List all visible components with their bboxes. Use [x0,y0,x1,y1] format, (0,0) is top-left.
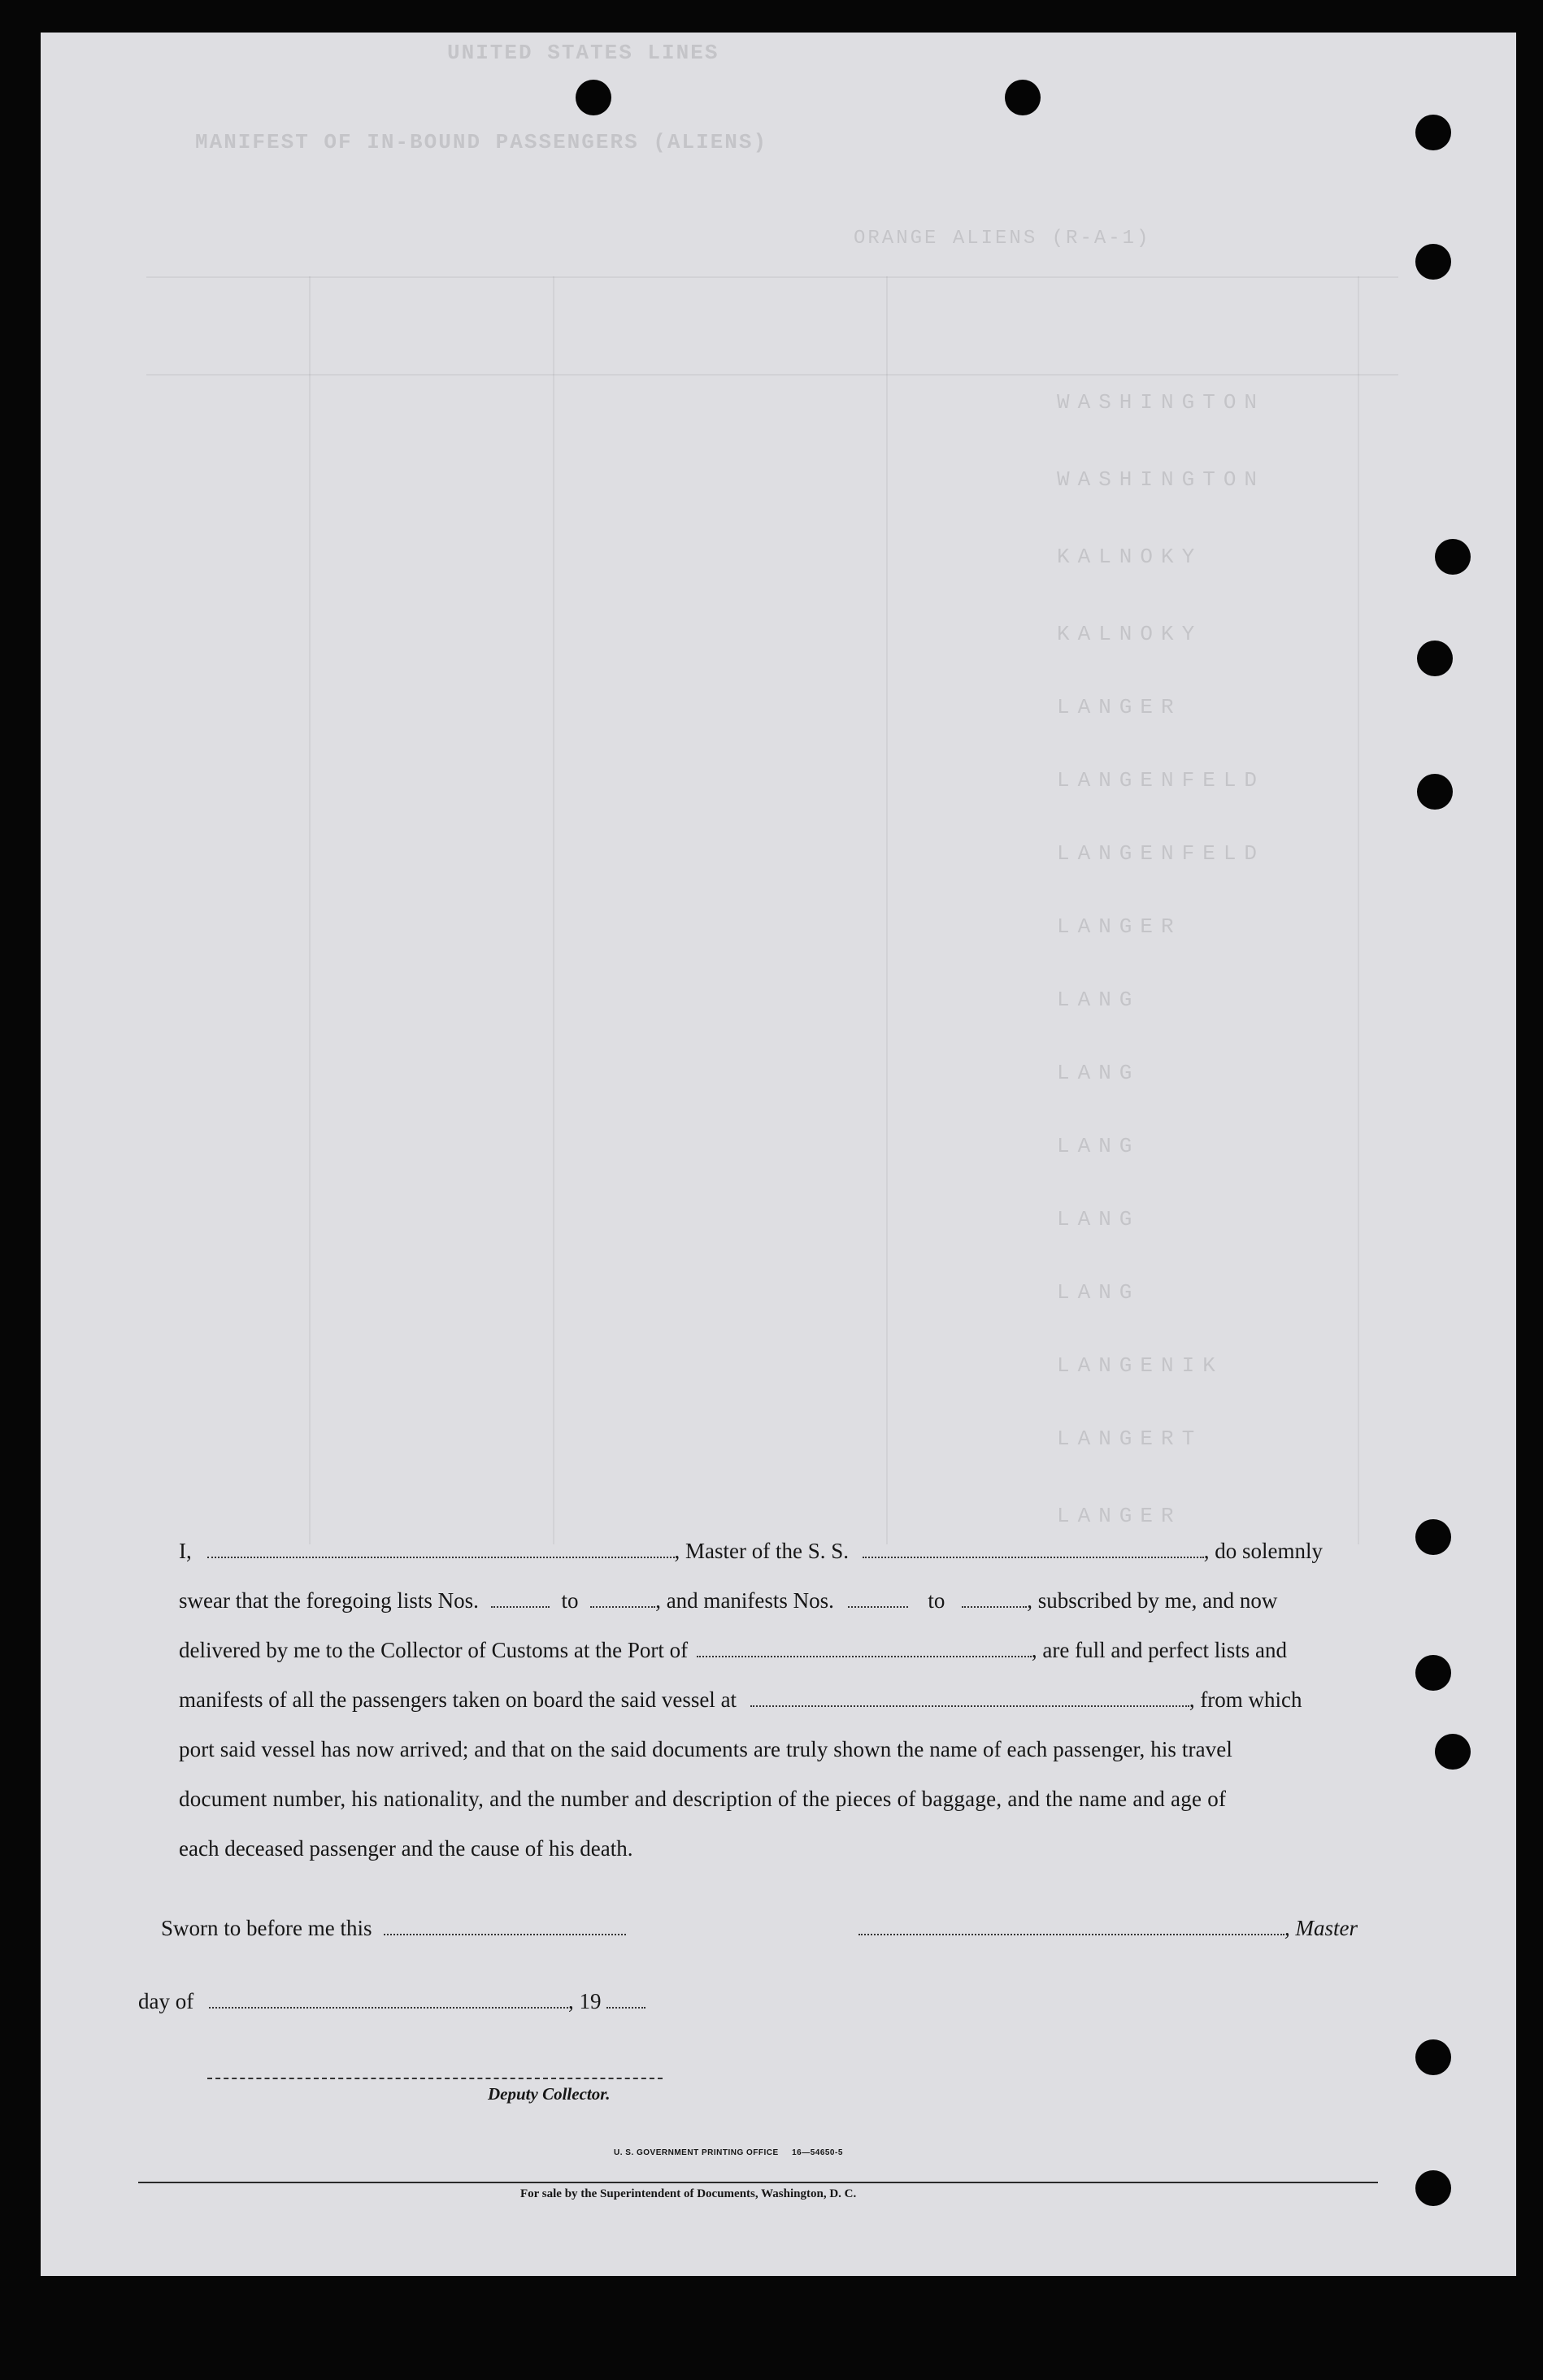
bleed-surname: LANG [1057,988,1141,1012]
bleed-surname: KALNOKY [1057,622,1203,646]
oath-to-1: to [561,1588,579,1613]
punch-hole [1417,641,1453,676]
master-label: , Master [1284,1916,1358,1940]
bleed-heading-2: UNITED STATES LINES [447,41,719,65]
manifests-to-field[interactable] [962,1590,1027,1608]
oath-manifests-label: , and manifests Nos. [655,1588,834,1613]
footer-rule [138,2182,1378,2183]
lists-to-field[interactable] [590,1590,655,1608]
bleed-surname: LANGENFELD [1057,841,1266,866]
punch-hole [1415,2170,1451,2206]
bleed-surname: LANG [1057,1134,1141,1158]
bleed-surname: LANGER [1057,695,1182,719]
oath-to-2: to [928,1588,945,1613]
punch-hole [1417,774,1453,810]
port-of-departure-field[interactable] [750,1689,1189,1707]
punch-hole [1415,1655,1451,1691]
year-label: , 19 [567,1989,602,2013]
bleed-surname: WASHINGTON [1057,467,1266,492]
master-signature-field[interactable] [858,1917,1284,1935]
bleed-surname: LANG [1057,1280,1141,1305]
bleed-surname: LANGERT [1057,1427,1203,1451]
oath-line-5: port said vessel has now arrived; and that on the said documents are truly shown the name of each passenger, his travel [179,1737,1232,1761]
day-of-row [138,1987,645,2016]
bleed-surname: WASHINGTON [1057,390,1266,415]
oath-line-7: each deceased passenger and the cause of his death. [179,1836,633,1861]
punch-hole [1415,115,1451,150]
bleed-surname: LANGER [1057,1504,1182,1528]
bleed-surname: KALNOKY [1057,545,1203,569]
oath-full-perfect: , are full and perfect lists and [1031,1638,1288,1662]
master-oath [179,1536,1423,1910]
oath-line-4 [179,1685,1423,1714]
year-field[interactable] [606,1991,645,2009]
punch-hole [1415,2039,1451,2075]
master-signature-row [858,1913,1358,1943]
oath-port-label: delivered by me to the Collector of Customs at the Port of [179,1638,689,1662]
ship-name-field[interactable] [863,1540,1204,1558]
oath-from-which: , from which [1189,1687,1302,1712]
oath-vessel-at-label: manifests of all the passengers taken on board the said vessel at [179,1687,737,1712]
punch-hole [1435,539,1471,575]
oath-i: I, [179,1539,192,1563]
punch-hole [1415,1519,1451,1555]
day-of-label: day of [138,1989,194,2013]
deputy-collector-label: Deputy Collector. [488,2084,611,2104]
punch-hole [1435,1734,1471,1770]
oath-line-2 [179,1586,1423,1615]
manifests-from-field[interactable] [848,1590,908,1608]
lists-from-field[interactable] [491,1590,550,1608]
bleed-surname: LANGENIK [1057,1353,1224,1378]
oath-line-3 [179,1635,1423,1665]
port-of-arrival-field[interactable] [697,1640,1032,1657]
day-of-month-field[interactable] [209,1991,568,2009]
printing-office-line: U. S. GOVERNMENT PRINTING OFFICE 16—54650-5 [614,2148,843,2157]
document-page [41,33,1516,2276]
punch-hole [576,80,611,115]
oath-master-of: , Master of the S. S. [674,1539,849,1563]
sworn-label: Sworn to before me this [161,1916,372,1940]
oath-line1-end: , do solemnly [1203,1539,1323,1563]
bleed-surname: LANGER [1057,914,1182,939]
oath-subscribed: , subscribed by me, and now [1027,1588,1278,1613]
bleed-heading-1: MANIFEST OF IN-BOUND PASSENGERS (ALIENS) [195,130,768,154]
sworn-row [161,1913,626,1943]
deputy-signature-line[interactable] [207,2078,663,2079]
master-name-field[interactable] [207,1540,675,1558]
bleed-surname: LANG [1057,1061,1141,1085]
oath-line-1 [179,1536,1423,1566]
oath-lists-label: swear that the foregoing lists Nos. [179,1588,479,1613]
punch-hole [1415,244,1451,280]
sworn-date-field[interactable] [384,1917,626,1935]
punch-hole [1005,80,1041,115]
sale-notice: For sale by the Superintendent of Documents, Washington, D. C. [520,2187,857,2200]
oath-line-6: document number, his nationality, and the number and description of the pieces of baggage, and the name and age of [179,1787,1227,1811]
bleed-heading-3: ORANGE ALIENS (R-A-1) [854,228,1151,250]
bleed-surname: LANGENFELD [1057,768,1266,793]
bleed-surname: LANG [1057,1207,1141,1231]
